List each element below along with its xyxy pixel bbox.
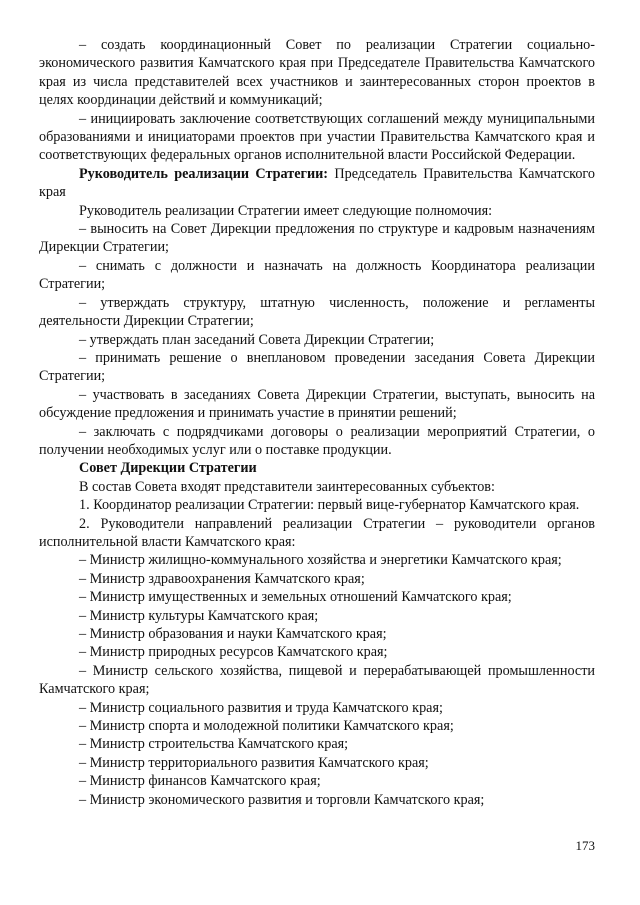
minister-item: – Министр природных ресурсов Камчатского края;: [79, 644, 388, 661]
power-item: – утверждать структуру, штатную численность, положение и регламенты деятельности Дирекции Стратегии;: [39, 294, 595, 330]
powers-intro: Руководитель реализации Стратегии имеет следующие полномочия:: [79, 202, 493, 219]
minister-item: – Министр культуры Камчатского края;: [79, 607, 319, 624]
council-point-2: 2. Руководители направлений реализации Стратегии – руководители органов исполнительной власти Камчатского края:: [39, 515, 595, 550]
page-number: 173: [575, 838, 595, 853]
minister-item: – Министр строительства Камчатского края;: [79, 736, 349, 753]
minister-item: – Министр сельского хозяйства, пищевой и перерабатывающей промышленности Камчатского края;: [39, 662, 595, 698]
document-page: [39, 36, 595, 809]
council-point-1: 1. Координатор реализации Стратегии: первый вице-губернатор Камчатского края.: [79, 497, 580, 514]
power-item: – участвовать в заседаниях Совета Дирекции Стратегии, выступать, выносить на обсуждение предложения и принимать участие в принятии решений;: [39, 386, 595, 422]
minister-item: – Министр территориального развития Камчатского края;: [79, 754, 429, 771]
paragraph-create-council: – создать координационный Совет по реализации Стратегии социально-экономического развития Камчатского края при Председателе Правительства Камчатского края из числа представителей всех участников и заинтересованных сторон проектов в целях координации действий и коммуникаций;: [39, 37, 595, 109]
minister-item: – Министр экономического развития и торговли Камчатского края;: [79, 791, 485, 808]
minister-item: – Министр спорта и молодежной политики Камчатского края;: [79, 718, 454, 735]
council-heading: Совет Дирекции Стратегии: [79, 460, 257, 477]
strategy-head-heading: Руководитель реализации Стратегии:: [79, 165, 329, 182]
minister-item: – Министр социального развития и труда Камчатского края;: [79, 699, 443, 716]
power-item: – заключать с подрядчиками договоры о реализации мероприятий Стратегии, о получении необходимых услуг или о поставке продукции.: [39, 423, 595, 458]
power-item: – принимать решение о внеплановом проведении заседания Совета Дирекции Стратегии;: [39, 349, 595, 385]
strategy-head-section: [39, 165, 595, 202]
minister-item: – Министр жилищно-коммунального хозяйства и энергетики Камчатского края;: [79, 552, 562, 569]
paragraph-initiate-agreements: – инициировать заключение соответствующих соглашений между муниципальными образованиями и инициаторами проектов при участии Правительства Камчатского края и соответствующих федеральных органов исполнительной власти Российской Федерации.: [39, 110, 595, 164]
minister-item: – Министр имущественных и земельных отношений Камчатского края;: [79, 589, 512, 606]
strategy-head-text: Председатель Правительства Камчатского края: [39, 165, 595, 201]
minister-item: – Министр образования и науки Камчатского края;: [79, 626, 387, 642]
council-intro: В состав Совета входят представители заинтересованных субъектов:: [79, 478, 495, 495]
power-item: – выносить на Совет Дирекции предложения по структуре и кадровым назначениям Дирекции Стратегии;: [39, 221, 595, 256]
minister-item: – Министр здравоохранения Камчатского края;: [79, 570, 365, 587]
power-item: – утверждать план заседаний Совета Дирекции Стратегии;: [79, 331, 435, 348]
power-item: – снимать с должности и назначать на должность Координатора реализации Стратегии;: [39, 257, 595, 293]
minister-item: – Министр финансов Камчатского края;: [79, 773, 321, 790]
